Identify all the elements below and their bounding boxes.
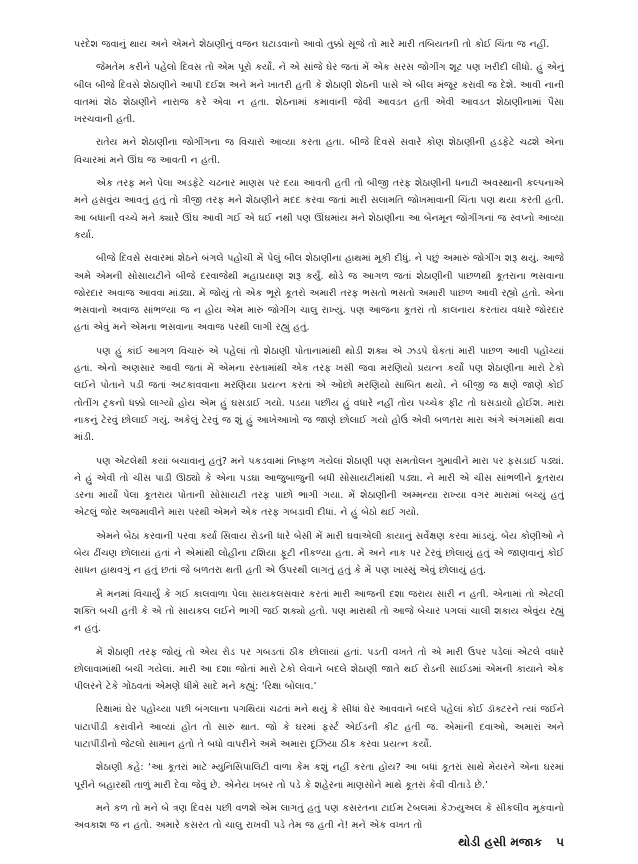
paragraph: રિક્ષામાં ઘેર પહોંચ્યા પછી બંગલાના પગથિયાં ચઢતાં મને થયું કે સીધાં ઘેર આવવાને બદલે પહેલાં કોઈ ડૉક્ટરને ત્યાં જઈને પાટાપીંડી કરાવીને આવ્યાં હોત તો સારું થાત. જો કે ઘરમાં ફર્સ્ટ એઈડની કીટ હતી જ. એમાંની દવાઓ, અમારાં અને પાટાપીંડીનો જેટલો સામાન હતો તે બધો વાપરીને અમે અમારા દૂઝિયા ઠીક કરવા પ્રયત્ન કર્યો. — [74, 704, 564, 750]
paragraph: મેં મનમાં વિચાર્યું કે ગઈ કાલવાળા પેલા સાયકલસવાર કરતાં મારી આજની દશા જરાય સારી ન હતી. એનામાં તો એટલી શક્તિ બચી હતી કે એ તો સાયકલ લઈને ભાગી જઈ શક્યો હતો. પણ મારાથી તો આજે બેચાર પગલાં ચાલી શકાય એવુંય રહ્યું ન હતું. — [74, 588, 564, 635]
book-title: થોડી હસી મજાક — [458, 835, 543, 849]
paragraph: પણ હું કાંઈ આગળ વિચારું એ પહેલાં તો શેઠાણી પોતાનામાંથી થોડી શક્ય એ ઝડપે ઘેકતાં મારી પાછળ આવી પહોંચ્યાં હતાં. એનો અણસાર આવી જતાં મેં એમના રસ્તામાંથી એક તરફ ખસી જવા મરણિયો પ્રયત્ન કર્યો પણ શેઠાણીના મારો ટેકો લઈને પોતાને પડી જતાં અટકાવવાના મરણિયા પ્રયત્ન કરતાં એ ઓછો મરણિયો સાબિત થયો. ને બીજી જ ક્ષણે જાણે કોઈ તોતીંગ ટ્રકનો ધક્કો લાગ્યો હોય એમ હું ઘસડાઈ ગયો. પડયા પછીય હું વધારે નહીં તોય પચ્ચેક ફીટ તો ઘસડાયો હોઈશ. મારા નાકનું ટેરવું છોલાઈ ગયું. અકેલું ટેરવું જ શું હું આખેઆખો જ જાણે છોલાઈ ગયો હોઉં એવી બળતરા મારા અંગે અંગમાંથી થવા માંડી. — [74, 345, 564, 444]
page-footer — [458, 835, 564, 850]
paragraph: પણ એટલેથી કયાં બચાવાનું હતું? મને પકડવામાં નિષ્ફળ ગયેલાં શેઠાણી પણ સમતોલન ગુમાવીને મારા પર ફસડાઈ પડ્યાં. ને હું એવી તો ચીસ પાડી ઊઠ્યો કે એના પડઘા આજુબાજુની બધી સોસાયટીમાંથી પડ્યા. ને મારી એ ચીસ સાંભળીને કૂતરાય ડરના માર્યો પેલા કૂતરાય પોતાની સોસાયટી તરફ પાછો ભાગી ગયા. મેં શેઠાણીની અમ્મન્યા રાખ્યા વગર મારામાં બચ્યું હતું એટલું જોર અજમાવીને મારા પરથી એમને એક તરફ ગબડાવી દીધાં. ને હું બેઠો થઈ ગયો. — [74, 455, 564, 519]
page-number: ૫ — [556, 835, 564, 849]
paragraph: શેઠાણી કહે: ‘આ કૂતરાં માટે મ્યુનિસિપાલિટી વાળા કેમ કશું નહીં કરતા હોય? આ બધાં કૂતરાં સાથે મેયરને એના ઘરમાં પૂરીને બહારથી તાળું મારી દેવા જેવું છે. એનેય ખબર તો પડે કે શહેરનાં માણસોને માથે કૂતરાં કેવી વીતાડે છે.’ — [74, 762, 564, 791]
paragraph: મને કળ તો મને બે ત્રણ દિવસ પછી વળશે એમ લાગતું હતું પણ કસરતના ટાઈમ ટેબલમાં કેઝ્યુઅલ કે સીકલીવ મૂકવાનો અવકાશ જ ન હતો. અમારે કસરત તો ચાલુ રાખવી પડે તેમ જ હતી ને! મને એક વખત તો — [74, 802, 564, 832]
paragraph: પરદેશ જવાનું થાય અને એમને શેઠાણીનું વજન ઘટાડવાનો આવો તુક્કો સૂજે તો મારે મારી તબિયતની તો કોઈ ચિંતા જ નહીં. — [74, 39, 550, 50]
paragraph: જેમતેમ કરીને પહેલો દિવસ તો એમ પૂરો કર્યો. ને એ સાંજે ઘેર જતાં મેં એક સરસ જોગીંગ શૂટ પણ ખરીદી લીધો. હું એનું બીલ બીજે દિવસે શેઠાણીને આપી દઈશ અને મને ખાતરી હતી કે શેઠાણી શેઠની પાસે એ બીલ મંજૂર કરાવી જ દેશે. આવી નાની વાતમાં શેઠ શેઠાણીને નારાજ કરે એવા ન હતા. શેઠનામાં કમાવાની જેવી આવડત હતી એવી આવડત શેઠાણીનામાં પૈસા ખરચવાની હતી. — [74, 62, 564, 126]
paragraph: મેં શેઠાણી તરફ જોયું તો એય રોડ પર ગબડતાં ઠીક છોલાયાં હતાં. પડતી વખતે તો એ મારી ઉપર પડેલાં એટલે વધારે છોલાવામાંથી બચી ગયેલાં. મારી આ દશા જોતાં મારો ટેકો લેવાને બદલે શેઠાણી જાતે થઈ રોડની સાઈડમાં એમની કાયાને એક પીલરને ટેકે ગોઠવતાં એમણે ધીમે સાદે મને કહ્યું: ‘રિક્ષા બોલાવ.’ — [74, 646, 564, 693]
paragraph: એક તરફ મને પેલા અડફેટે ચઢનાર માણસ પર દયા આવતી હતી તો બીજી તરફ શેઠાણીની ધનાઢી અવસ્થાની કલ્પનાએ મને હસવુંય આવતું હતું તો ત્રીજી તરફ મને શેઠાણીને મદદ કરવા જતાં મારી સલામતિ જોખમાવાની ચિંતા પણ થયા કરતી હતી. આ બધાની વચ્ચે મને ક્યારે ઊંઘ આવી ગઈ એ ઘઈ નથી પણ ઊંઘમાંય મને શેઠાણીના આ બેનમૂન જોગીંગનાં જ સ્વપ્નો આવ્યા કર્યા. — [74, 178, 564, 241]
paragraph: એમને બેઠાં કરવાની પરવા કર્યા સિવાય રોડની ધારે બેસી મેં મારી ઘવાએલી કાયાનું સર્વેક્ષણ કરવા માંડયું. બેય કોણીઓ ને બેય ઢીંચણ છોલાયાં હતાં ને એમાંથી લોહીના ટશિયા ફૂટી નીકળ્યા હતા. મેં અને નાક પર ટેરવું છોલાયું હતું એ જાણવાનું કોઈ સાધન હાથવગું ન હતું છતાં જે બળતરા થતી હતી એ ઉપરથી લાગતું હતું કે મેં પણ ખાસ્સું એવું છોલાયું હતું. — [74, 530, 564, 577]
paragraph: બીજે દિવસે સવારમાં શેઠને બંગલે પહોંચી મેં પેલું બીલ શેઠાણીના હાથમાં મૂકી દીધું. ને પછું અમારું જોગીંગ શરૂ થયું. આજે અમે એમની સોસાયટીને બીજે દરવાજેથી મહાપ્રયાણ શરૂ કર્યું. થોડે જ આગળ જતાં શેઠાણીની પાછળથી કૂતરાના ભસવાના જોરદાર અવાજ આવવા માંડ્યા. મેં જોયું તો એક ભૂરો કૂતરો અમારી તરફ ભસતો ભસતો અમારી પાછળ આવી રહ્યો હતો. એના ભસવાનો અવાજ સાંભળ્યા જ ન હોય એમ મારું જોગીંગ ચાલુ રાખ્યું. પણ આજના કૂતરાં તો કાલનાય કરતાંય વધારે જોરદાર હતાં એવું મને એમના ભસવાના અવાજ પરથી લાગી રહ્યું હતું. — [74, 253, 564, 334]
paragraph: રાતેય મને શેઠાણીના જોગીંગના જ વિચારો આવ્યા કરતા હતા. બીજે દિવસે સવારે કોણ શેઠાણીની હડફેટે ચઢશે એના વિચારમાં મને ઊંઘ જ આવતી ન હતી. — [74, 137, 564, 166]
